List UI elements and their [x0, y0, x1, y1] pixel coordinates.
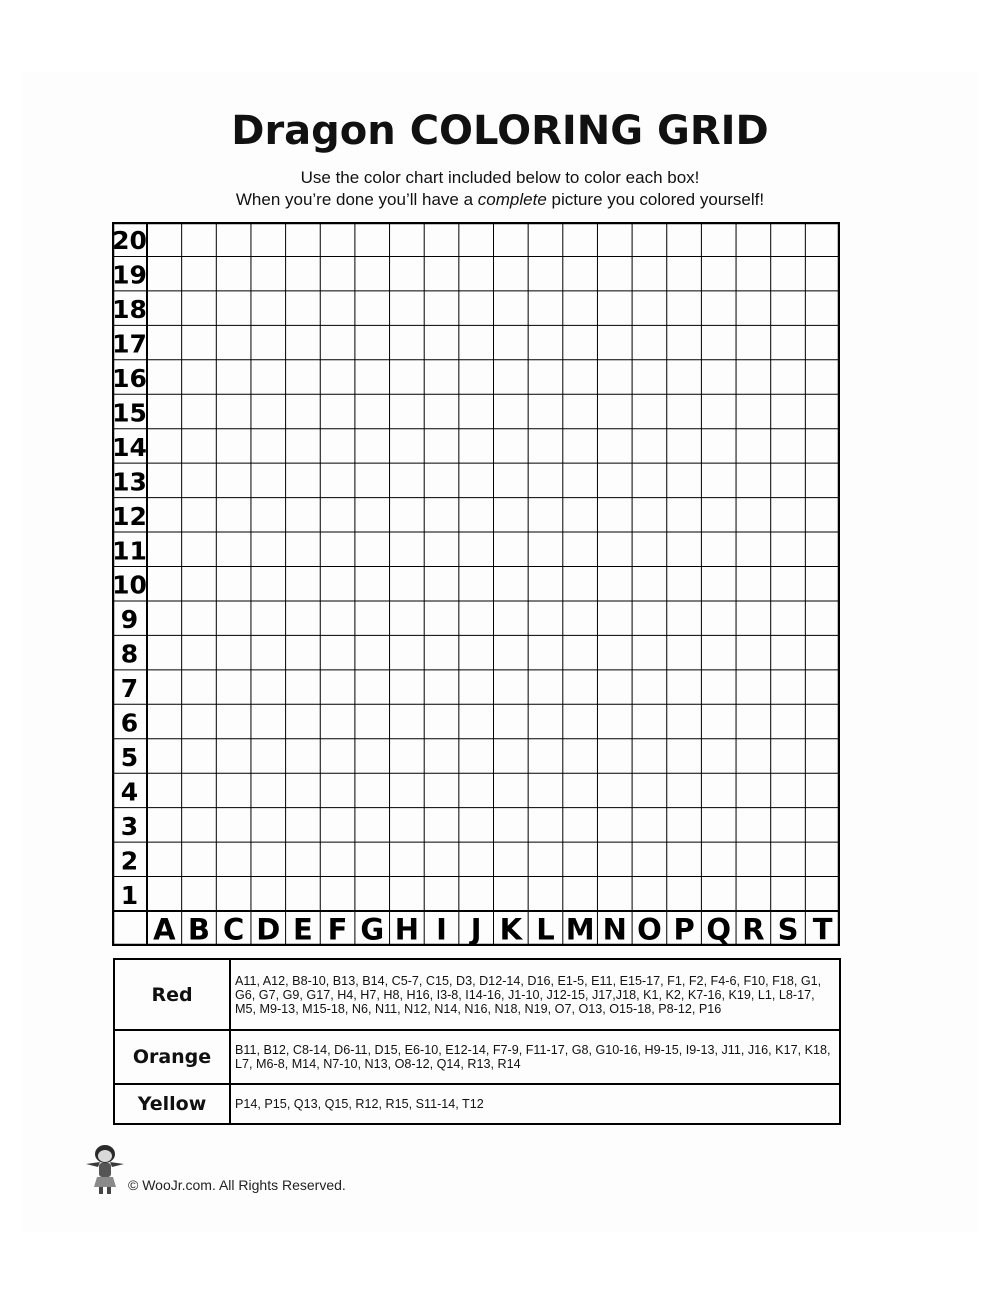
copyright-text: © WooJr.com. All Rights Reserved.	[128, 1177, 346, 1193]
coloring-grid	[112, 222, 840, 946]
instructions-line-1: Use the color chart included below to color each box!	[300, 168, 700, 187]
instructions-line-2-start: When you’re done you’ll have a	[235, 190, 478, 209]
column-label: I	[436, 912, 447, 946]
row-label: 14	[112, 432, 147, 462]
row-label: 20	[112, 226, 147, 256]
color-chart-row-red	[114, 959, 840, 1030]
column-label: O	[637, 912, 662, 946]
instructions-emphasis: complete	[477, 190, 547, 209]
column-label: P	[673, 912, 695, 946]
row-label: 2	[120, 846, 139, 876]
row-label: 18	[112, 295, 147, 325]
grid-border	[113, 223, 839, 945]
column-label: T	[812, 912, 833, 946]
color-chart	[113, 958, 841, 1125]
color-cells-orange: B11, B12, C8-14, D6-11, D15, E6-10, E12-14, F7-9, F11-17, G8, G10-16, H9-15, I9-13, J11, J16, K17, K18, L7, M6-8, M14, N7-10, N13, O8-12, Q14, R13, R14	[230, 1030, 840, 1084]
column-label: N	[602, 912, 627, 946]
color-cells-yellow: P14, P15, Q13, Q15, R12, R15, S11-14, T12	[230, 1084, 840, 1124]
row-label: 16	[112, 364, 147, 394]
column-label: L	[536, 912, 555, 946]
color-name-red: Red	[114, 959, 230, 1030]
column-label: E	[293, 912, 313, 946]
woojr-mascot-icon	[80, 1140, 130, 1195]
color-name-yellow: Yellow	[114, 1084, 230, 1124]
row-label: 17	[112, 329, 147, 359]
column-label: C	[222, 912, 245, 946]
instructions-line-2-end: picture you colored yourself!	[546, 190, 765, 209]
row-label: 6	[120, 708, 139, 738]
instructions-line-2	[0, 190, 1000, 210]
row-label: 9	[120, 605, 139, 635]
column-label: M	[565, 912, 595, 946]
row-label: 4	[120, 777, 139, 807]
column-label: A	[153, 912, 176, 946]
row-label: 7	[120, 674, 139, 704]
color-chart-row-orange	[114, 1030, 840, 1084]
color-name-orange: Orange	[114, 1030, 230, 1084]
column-label: H	[394, 912, 420, 946]
column-label: Q	[706, 912, 732, 946]
row-label: 13	[112, 467, 147, 497]
row-label: 15	[112, 398, 147, 428]
row-label: 1	[120, 880, 139, 910]
column-label: R	[742, 912, 765, 946]
row-label: 10	[112, 570, 147, 600]
row-label: 3	[120, 811, 139, 841]
row-label: 19	[112, 260, 147, 290]
color-cells-red: A11, A12, B8-10, B13, B14, C5-7, C15, D3, D12-14, D16, E1-5, E11, E15-17, F1, F2, F4-6, F10, F18, G1, G6, G7, G9, G17, H4, H7, H8, H16, I3-8, I14-16, J1-10, J12-15, J17,J18, K1, K2, K7-16, K19, L1, L8-17, M5, M9-13, M15-18, N6, N11, N12, N14, N16, N18, N19, O7, O13, O15-18, P8-12, P16	[230, 959, 840, 1030]
row-label: 8	[120, 639, 139, 669]
column-label: B	[187, 912, 211, 946]
column-label: F	[327, 912, 348, 946]
column-label: G	[360, 912, 385, 946]
row-label: 11	[112, 536, 147, 566]
row-label: 5	[120, 742, 139, 772]
row-label: 12	[112, 501, 147, 531]
column-label: S	[777, 912, 799, 946]
page-title: Dragon COLORING GRID	[231, 108, 769, 154]
column-label: K	[499, 912, 523, 946]
column-label: J	[470, 912, 482, 946]
color-chart-row-yellow	[114, 1084, 840, 1124]
column-label: D	[256, 912, 281, 946]
